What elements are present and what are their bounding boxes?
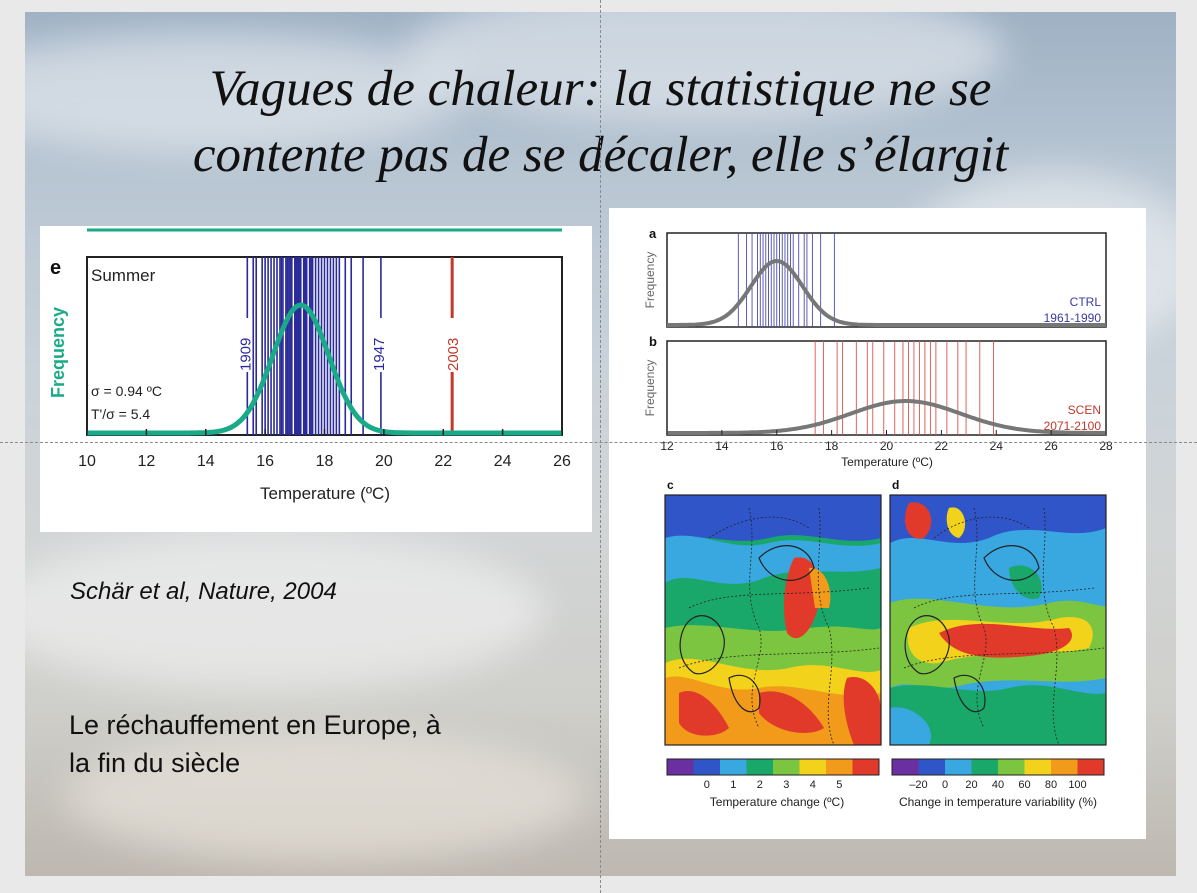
x-tick-label: 20 xyxy=(879,439,894,453)
colorbar-c xyxy=(667,759,879,791)
panel-b-curve xyxy=(667,401,1106,433)
panel-b-year-lines xyxy=(815,341,993,435)
x-axis-label: Temperature (ºC) xyxy=(260,484,390,503)
x-tick-label: 16 xyxy=(770,439,784,453)
colorbar-segment xyxy=(919,759,946,775)
ctrl-period: 1961-1990 xyxy=(1043,311,1101,325)
x-tick-label: 26 xyxy=(553,453,571,470)
year-label: 1909 xyxy=(237,337,255,371)
panel-b-xlabel: Temperature (ºC) xyxy=(841,455,933,469)
x-tick-label: 22 xyxy=(434,453,453,470)
year-label: 1947 xyxy=(370,337,388,371)
x-tick-label: 10 xyxy=(78,453,96,470)
panel-e-chart xyxy=(40,226,592,532)
vertical-guide xyxy=(600,0,601,893)
colorbar-tick-label: 0 xyxy=(941,779,949,791)
colorbar-tick-label: 20 xyxy=(965,779,978,791)
x-tick-label: 26 xyxy=(1044,439,1058,453)
season-label: Summer xyxy=(91,266,156,285)
ctrl-label: CTRL xyxy=(1069,295,1101,309)
description-line-1: Le réchauffement en Europe, à xyxy=(69,710,441,740)
colorbar-tick-label: 40 xyxy=(991,779,1005,791)
x-tick-label: 14 xyxy=(715,439,729,453)
colorbar-segment xyxy=(747,759,774,775)
figure-panels-abcd xyxy=(609,208,1146,839)
colorbar-segment xyxy=(998,759,1025,775)
x-tick-label: 24 xyxy=(493,453,512,470)
x-tick-label: 16 xyxy=(256,453,275,470)
colorbar-c-label: Temperature change (ºC) xyxy=(709,795,845,809)
panel-letter-a: a xyxy=(649,226,657,241)
x-tick-label: 20 xyxy=(374,453,393,470)
colorbar-segment xyxy=(773,759,800,775)
panel-b-frame xyxy=(667,341,1106,435)
colorbar-segment xyxy=(694,759,721,775)
colorbar-tick-label: 60 xyxy=(1018,779,1031,791)
map-c-temperature-change xyxy=(665,495,881,745)
x-tick-label: 18 xyxy=(824,439,839,453)
colorbar-segment xyxy=(720,759,747,775)
colorbar-tick-label: 4 xyxy=(809,779,816,791)
colorbar-segment xyxy=(945,759,972,775)
panel-letter-c: c xyxy=(667,478,674,492)
panel-letter-b: b xyxy=(649,334,657,349)
colorbar-tick-label: 5 xyxy=(836,779,843,791)
colorbar-segment xyxy=(800,759,827,775)
colorbar-segment xyxy=(667,759,694,775)
colorbar-tick-label: 0 xyxy=(703,779,710,791)
panel-a-ylabel: Frequency xyxy=(643,251,657,309)
x-tick-label: 18 xyxy=(315,453,334,470)
colorbar-segment xyxy=(826,759,853,775)
panel-a-frame xyxy=(667,233,1106,327)
title-line-2: contente pas de se décaler, elle s’élargit xyxy=(192,127,1009,183)
citation: Schär et al, Nature, 2004 xyxy=(70,578,337,605)
panel-letter-e: e xyxy=(50,257,62,279)
ratio-annotation: T'/σ = 5.4 xyxy=(91,406,151,422)
description xyxy=(69,706,529,782)
colorbar-segment xyxy=(1051,759,1078,775)
panel-a-curve xyxy=(667,261,1106,325)
panel-b-ylabel: Frequency xyxy=(643,359,657,417)
x-tick-label: 12 xyxy=(660,439,674,453)
y-axis-label: Frequency xyxy=(48,306,68,398)
colorbar-tick-label: –20 xyxy=(909,779,928,791)
colorbar-segment xyxy=(972,759,999,775)
year-label: 2003 xyxy=(445,337,463,371)
title-line-1: Vagues de chaleur: la statistique ne se xyxy=(209,61,992,117)
description-line-2: la fin du siècle xyxy=(69,748,241,778)
colorbar-tick-label: 3 xyxy=(783,779,790,791)
scen-label: SCEN xyxy=(1067,403,1101,417)
colorbar-tick-label: 80 xyxy=(1044,779,1058,791)
map-d-variability-change xyxy=(890,495,1106,745)
colorbar-tick-label: 1 xyxy=(730,779,737,791)
horizontal-guide xyxy=(0,442,1197,443)
colorbar-tick-label: 100 xyxy=(1068,779,1087,791)
cloud xyxy=(25,532,545,692)
figure-panel-e xyxy=(40,226,592,532)
colorbar-d-label: Change in temperature variability (%) xyxy=(898,795,1098,809)
panels-abcd-chart xyxy=(609,208,1146,839)
x-tick-label: 14 xyxy=(196,453,215,470)
x-tick-label: 24 xyxy=(989,439,1003,453)
x-tick-label: 12 xyxy=(137,453,156,470)
x-tick-label: 22 xyxy=(934,439,949,453)
colorbar-segment xyxy=(892,759,919,775)
colorbar-tick-label: 2 xyxy=(756,779,763,791)
colorbar-segment xyxy=(853,759,880,775)
colorbar-segment xyxy=(1025,759,1052,775)
scen-period: 2071-2100 xyxy=(1043,419,1101,433)
colorbar-segment xyxy=(1078,759,1105,775)
panel-letter-d: d xyxy=(892,478,900,492)
sigma-annotation: σ = 0.94 ºC xyxy=(91,383,162,399)
colorbar-d xyxy=(892,759,1104,791)
x-tick-label: 28 xyxy=(1099,439,1113,453)
